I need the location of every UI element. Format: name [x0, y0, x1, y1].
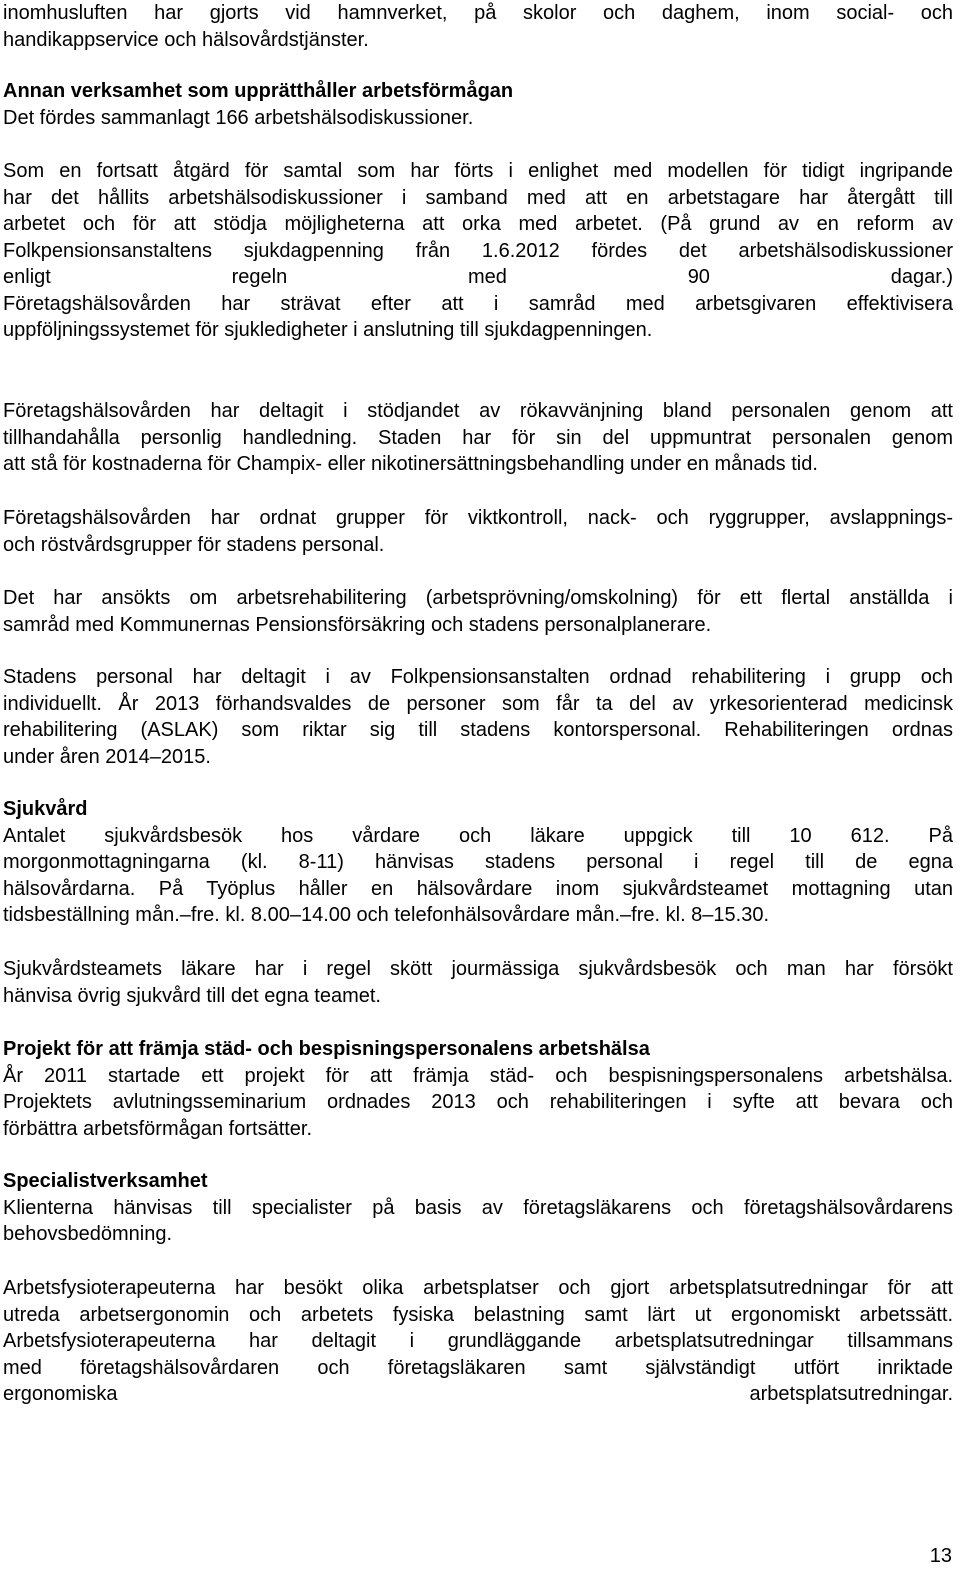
- text-line: enligt regeln med 90 dagar.): [3, 266, 953, 288]
- paragraph: [3, 398, 953, 478]
- text-line: inomhusluften har gjorts vid hamnverket, på skolor och daghem, inom social- och: [3, 2, 953, 24]
- text-line: att stå för kostnaderna för Champix- eller nikotinersättningsbehandling under en månads tid.: [3, 453, 818, 475]
- section-heading: Annan verksamhet som upprätthåller arbetsförmågan: [3, 80, 514, 102]
- paragraph: [3, 158, 953, 344]
- text-line: År 2011 startade ett projekt för att främja städ- och bespisningspersonalens arbetshälsa.: [3, 1064, 953, 1087]
- text-line: Företagshälsovården har deltagit i stödjandet av rökavvänjning bland personalen genom att: [3, 400, 953, 422]
- text-line: under åren 2014–2015.: [3, 745, 211, 768]
- paragraph: [3, 956, 953, 1009]
- text-line: rehabilitering (ASLAK) som riktar sig till stadens kontorspersonal. Rehabiliteringen ordnas: [3, 719, 953, 741]
- text-line: med företagshälsovårdaren och företagsläkaren samt självständigt utfört inriktade: [3, 1356, 953, 1379]
- text-line: hänvisa övrig sjukvård till det egna teamet.: [3, 984, 381, 1007]
- section-annan-verksamhet: [3, 78, 953, 131]
- text-line: Stadens personal har deltagit i av Folkpensionsanstalten ordnad rehabilitering i grupp och: [3, 666, 953, 688]
- section-specialistverksamhet: [3, 1168, 953, 1248]
- text-line: Företagshälsovården har ordnat grupper för viktkontroll, nack- och ryggrupper, avslappnings-: [3, 507, 953, 529]
- text-line: Klienterna hänvisas till specialister på basis av företagsläkarens och företagshälsovårdarens: [3, 1196, 953, 1219]
- paragraph: [3, 505, 953, 558]
- text-line: Företagshälsovården har strävat efter att i samråd med arbetsgivaren effektivisera: [3, 292, 953, 315]
- section-heading: Sjukvård: [3, 798, 88, 820]
- text-line: har det hållits arbetshälsodiskussioner i samband med att en arbetstagare har återgått till: [3, 186, 953, 209]
- text-line: Projektets avlutningsseminarium ordnades 2013 och rehabiliteringen i syfte att bevara och: [3, 1091, 953, 1113]
- section-heading: Specialistverksamhet: [3, 1170, 208, 1192]
- text-line: arbetet och för att stödja möjligheterna att orka med arbetet. (På grund av en reform av: [3, 213, 953, 235]
- text-line: hälsovårdarna. På Työplus håller en hälsovårdare inom sjukvårdsteamet mottagning utan: [3, 877, 953, 900]
- section-projekt: [3, 1036, 953, 1142]
- text-line: utreda arbetsergonomin och arbetets fysiska belastning samt lärt ut ergonomiskt arbetssätt.: [3, 1303, 953, 1326]
- text-line: ergonomiska arbetsplatsutredningar.: [3, 1383, 953, 1405]
- paragraph: [3, 585, 953, 638]
- section-heading: Projekt för att främja städ- och bespisningspersonalens arbetshälsa: [3, 1038, 650, 1060]
- text-line: behovsbedömning.: [3, 1223, 173, 1245]
- section-sjukvard: [3, 796, 953, 929]
- text-line: tidsbeställning mån.–fre. kl. 8.00–14.00 och telefonhälsovårdare mån.–fre. kl. 8–15.30.: [3, 904, 770, 926]
- text-line: morgonmottagningarna (kl. 8-11) hänvisas stadens personal i regel till de egna: [3, 851, 953, 873]
- text-line: samråd med Kommunernas Pensionsförsäkring och stadens personalplanerare.: [3, 613, 712, 636]
- text-line: förbättra arbetsförmågan fortsätter.: [3, 1117, 313, 1140]
- text-line: individuellt. År 2013 förhandsvaldes de personer som får ta del av yrkesorienterad medicinsk: [3, 692, 953, 715]
- text-line: handikappservice och hälsovårdstjänster.: [3, 28, 369, 51]
- text-line: uppföljningssystemet för sjukledigheter i anslutning till sjukdagpenningen.: [3, 319, 653, 341]
- text-line: och röstvårdsgrupper för stadens personal.: [3, 533, 385, 556]
- text-line: Det har ansökts om arbetsrehabilitering (arbetsprövning/omskolning) för ett flertal anställda i: [3, 587, 953, 609]
- text-line: Antalet sjukvårdsbesök hos vårdare och läkare uppgick till 10 612. På: [3, 824, 953, 847]
- paragraph: [3, 664, 953, 770]
- paragraph: [3, 1275, 953, 1408]
- text-line: tillhandahålla personlig handledning. Staden har för sin del uppmuntrat personalen genom: [3, 426, 953, 449]
- page-number: 13: [929, 1545, 952, 1567]
- text-line: Arbetsfysioterapeuterna har deltagit i grundläggande arbetsplatsutredningar tillsammans: [3, 1330, 953, 1352]
- text-line: Arbetsfysioterapeuterna har besökt olika arbetsplatser och gjort arbetsplatsutredningar för att: [3, 1277, 953, 1299]
- text-line: Det fördes sammanlagt 166 arbetshälsodiskussioner.: [3, 106, 474, 129]
- text-line: Sjukvårdsteamets läkare har i regel skött jourmässiga sjukvårdsbesök och man har försökt: [3, 958, 953, 980]
- text-line: Folkpensionsanstaltens sjukdagpenning från 1.6.2012 fördes det arbetshälsodiskussioner: [3, 239, 953, 262]
- text-line: Som en fortsatt åtgärd för samtal som har förts i enlighet med modellen för tidigt ingripande: [3, 160, 953, 182]
- paragraph: [3, 0, 953, 53]
